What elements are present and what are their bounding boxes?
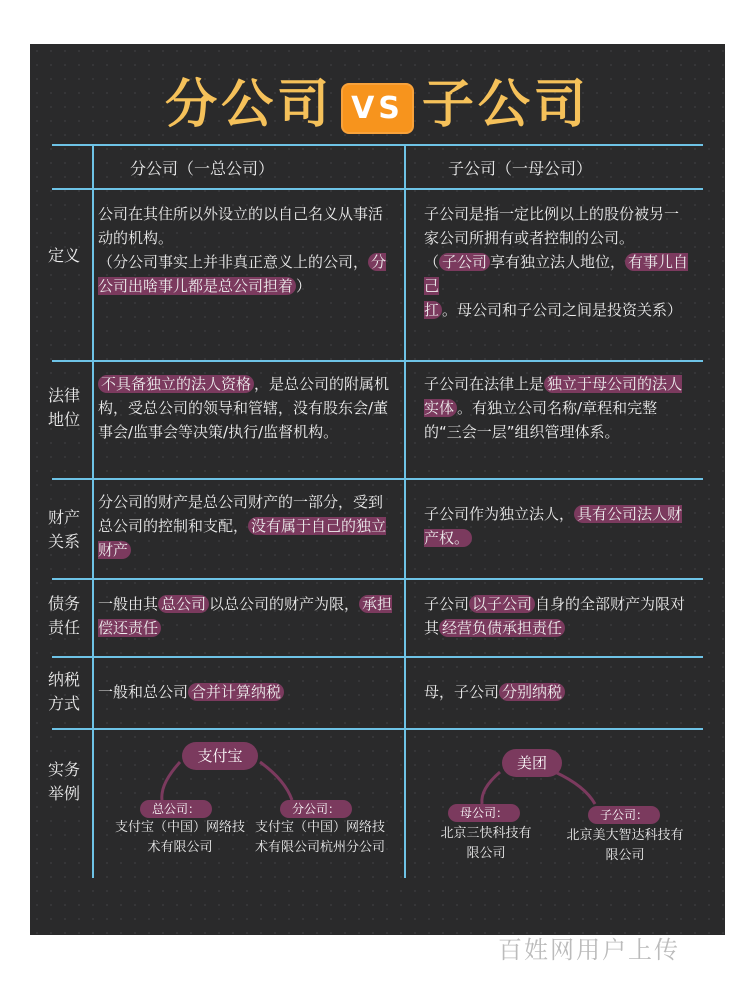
debt-branch: 一般由其 总公司 以总公司的财产为限， 承担偿还责任 — [98, 595, 393, 637]
definition-branch: 公司在其住所以外设立的以自己名义从事活动的机构。 （分公司事实上并非真正意义上的公司， 分公司出啥事儿都是总公司担着 ） — [98, 205, 387, 295]
row-label-tax: 纳税方式 — [47, 670, 80, 713]
legal-status-branch: 不具备独立的法人资格 ，是总公司的附属机构，受总公司的领导和管辖，没有股东会/董事会/监事会等决策/执行/监督机构。 — [98, 375, 390, 441]
tax-subsidiary: 母，子公司 分别纳税 — [424, 680, 692, 704]
example-branch-office-name: 支付宝（中国）网络技术有限公司杭州分公司 — [254, 820, 385, 855]
row-label-definition: 定义 — [47, 246, 80, 265]
column-header-branch: 分公司（一总公司） — [130, 159, 275, 178]
example-head-office-name: 支付宝（中国）网络技术有限公司 — [114, 820, 245, 855]
title-left: 分公司 — [165, 75, 334, 135]
definition-subsidiary: 子公司是指一定比例以上的股份被另一家公司所拥有或者控制的公司。 （ 子公司 享有独立法人地位， 有事儿自己扛 。母公司和子公司之间是投资关系） — [424, 205, 689, 319]
tax-branch: 一般和总公司 合并计算纳税 — [98, 680, 396, 704]
example-subsidiary-name: 北京美大智达科技有限公司 — [566, 828, 684, 863]
tag-subsidiary: 子公司： — [588, 806, 660, 824]
legal-status-subsidiary: 子公司在法律上是 独立于母公司的法人实体 。有独立公司名称/章程和完整的“三会一层”组织管理体系。 — [424, 375, 683, 441]
title-right: 子公司 — [421, 75, 590, 135]
watermark-text: 百姓网用户上传 — [498, 936, 680, 964]
column-header-subsidiary: 子公司（一母公司） — [448, 159, 593, 178]
tag-head-office: 总公司： — [140, 800, 212, 818]
tag-branch-office: 分公司： — [280, 800, 352, 818]
infographic-board — [30, 44, 725, 935]
property-branch: 分公司的财产是总公司财产的一部分，受到总公司的控制和支配， 没有属于自己的独立财产 — [98, 493, 387, 559]
tag-parent-company: 母公司： — [448, 804, 520, 822]
debt-subsidiary: 子公司 以子公司 自身的全部财产为限对其 经营负债承担责任 — [424, 595, 686, 637]
example-root-alipay: 支付宝 — [182, 742, 258, 770]
example-root-meituan: 美团 — [502, 749, 562, 777]
example-parent-company-name: 北京三快科技有限公司 — [440, 826, 532, 861]
row-label-debt: 债务责任 — [47, 594, 80, 637]
row-label-legal-status: 法律地位 — [47, 386, 80, 429]
example-connectors — [30, 44, 725, 935]
vs-badge: VS — [341, 83, 414, 134]
row-label-examples: 实务举例 — [47, 760, 80, 803]
property-subsidiary: 子公司作为独立法人， 具有公司法人财产权。 — [424, 505, 683, 547]
row-label-property: 财产关系 — [47, 508, 80, 551]
